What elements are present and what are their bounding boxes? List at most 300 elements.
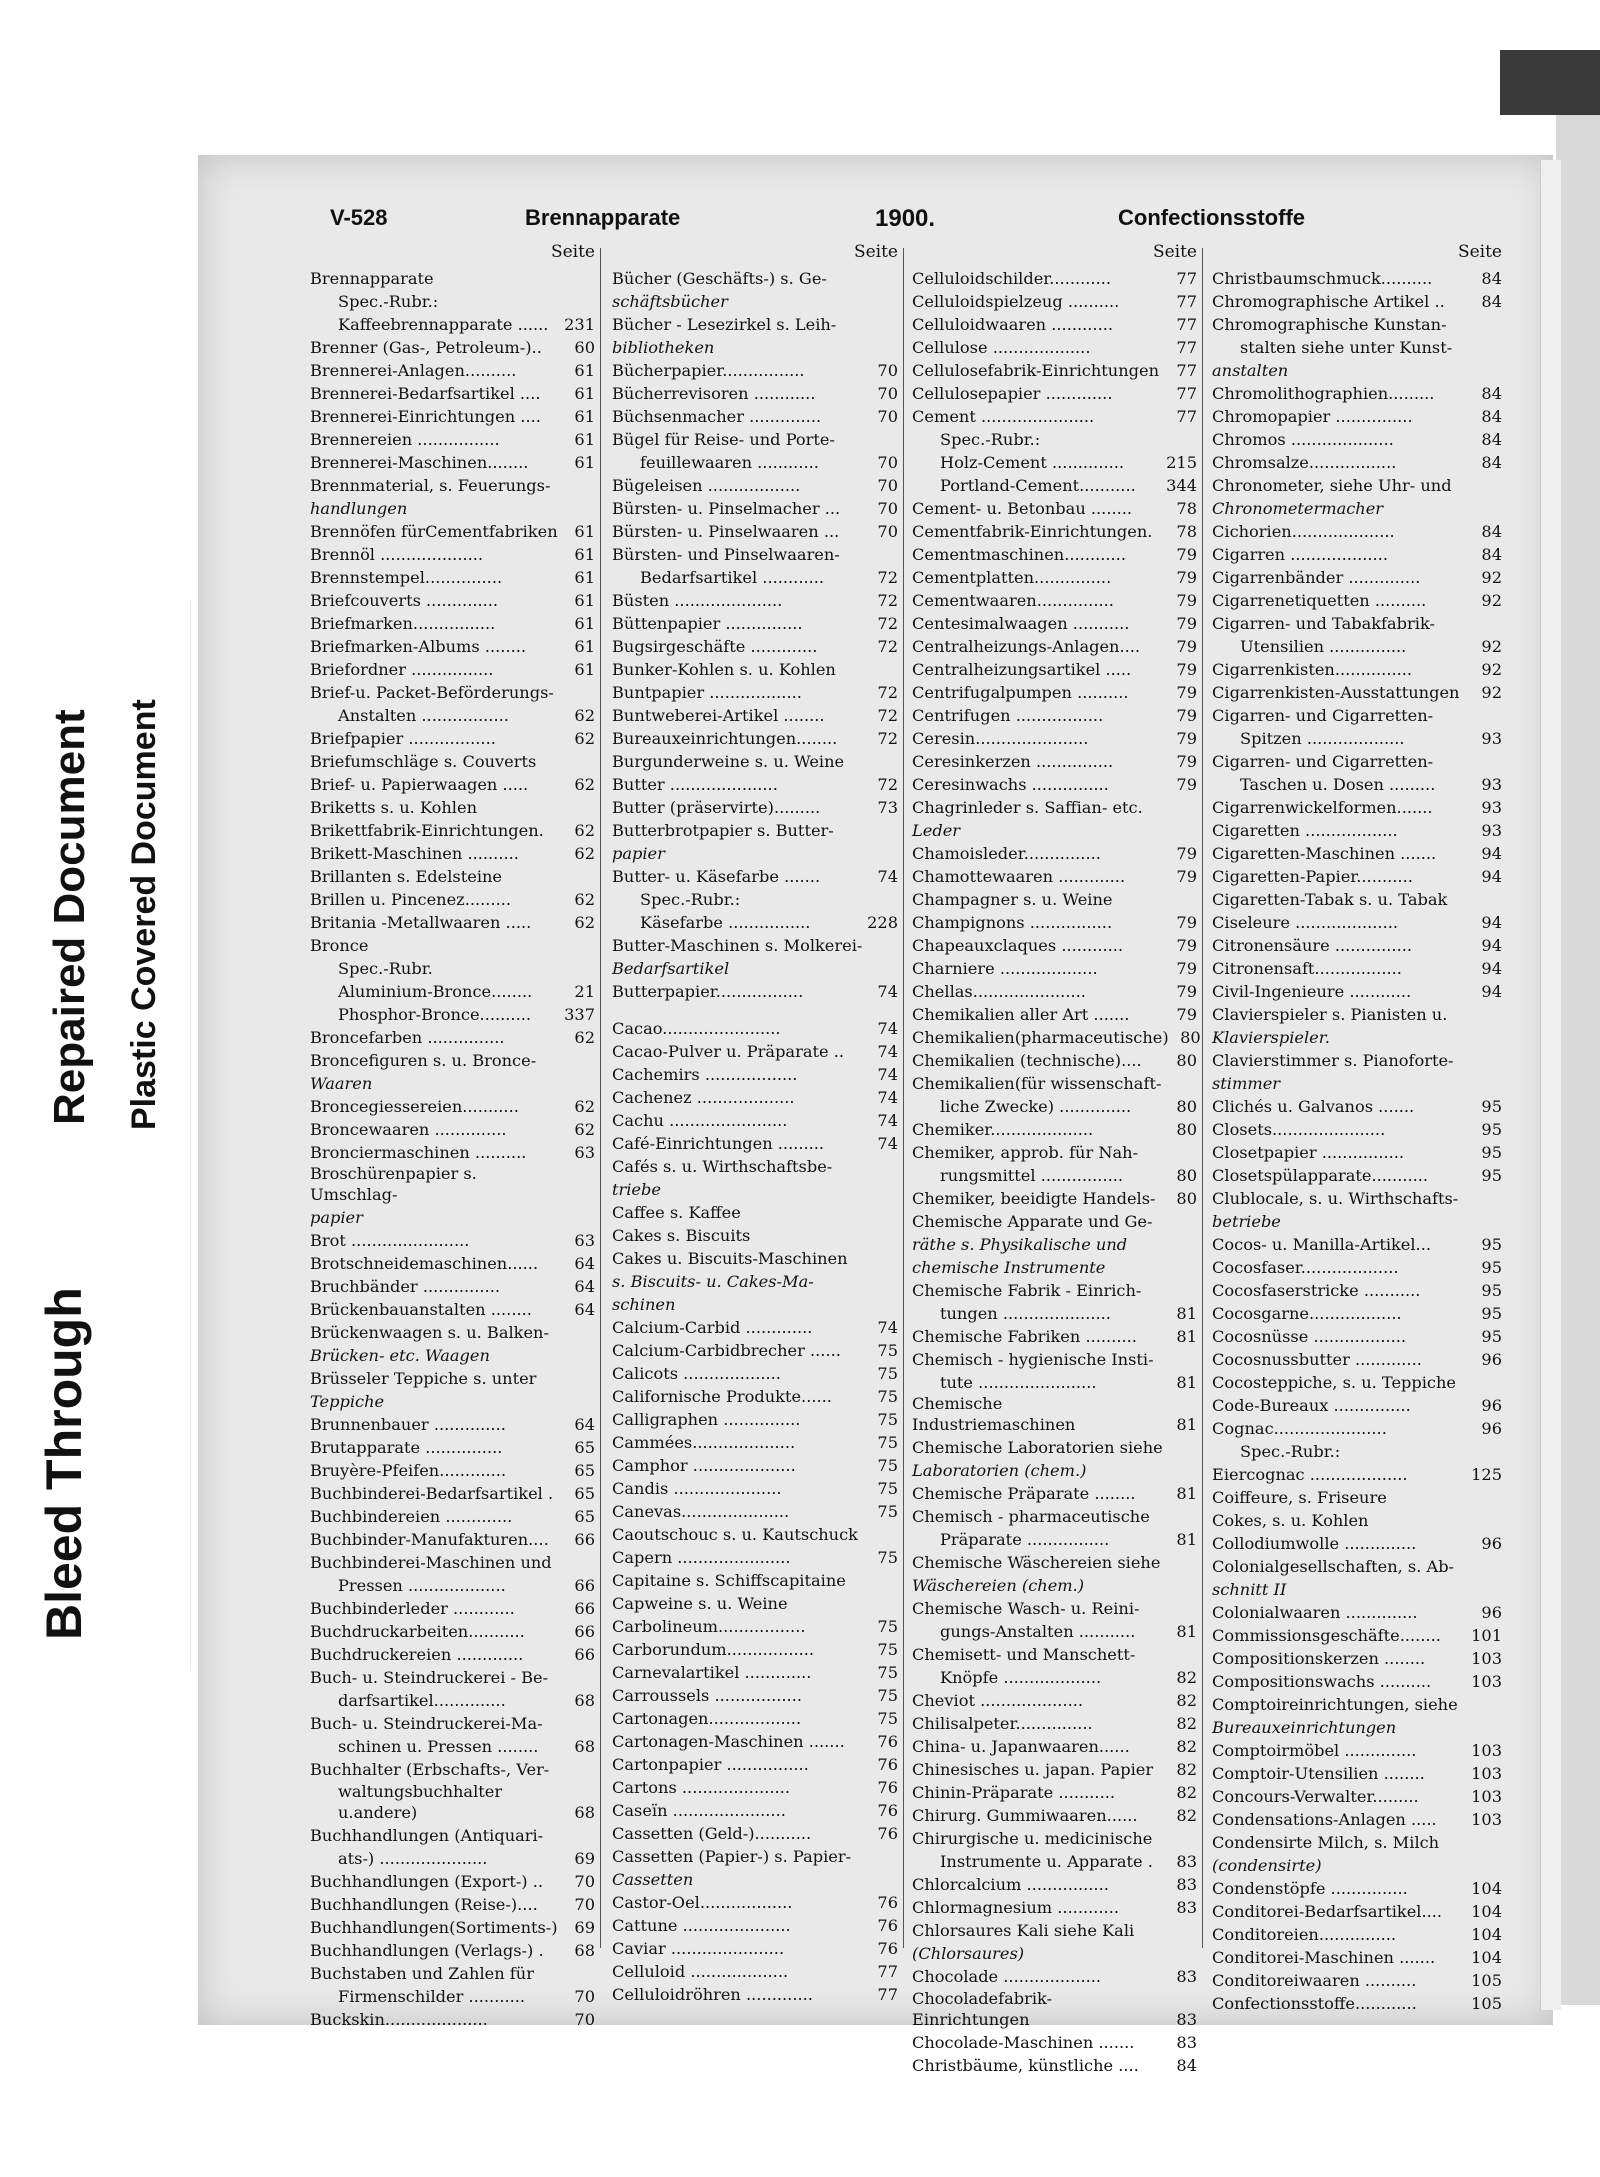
entry-term: Bruchbänder ............... [310,1277,500,1297]
entry-term: Brennereien ................ [310,429,500,449]
entry-page-number: 82 [1176,1760,1197,1780]
entry-page-number: 66 [574,1576,595,1596]
entry-page-number: 61 [574,613,595,633]
index-entry [912,1370,1197,1393]
entry-term: Knöpfe ................... [940,1668,1102,1688]
index-entry [310,726,595,749]
entry-term: Caviar ...................... [612,1938,785,1958]
index-entry [912,1735,1197,1758]
entry-term: Cigarrenkisten-Ausstattungen [1212,682,1460,702]
entry-term: Chemische Apparate und Ge- [912,1211,1153,1231]
entry-page-number: 79 [1176,866,1197,886]
entry-page-number: 82 [1176,1668,1197,1688]
entry-term: gungs-Anstalten ........... [940,1622,1136,1642]
index-entry [912,979,1197,1002]
entry-term: Chocoladefabrik-Einrichtungen [912,1988,1053,2030]
entry-term: papier [612,843,665,863]
entry-page-number: 75 [877,1386,898,1406]
entry-term: Caseïn ...................... [612,1800,786,1820]
index-entry [912,1002,1197,1025]
index-entry [912,2054,1197,2077]
entry-page-number: 77 [1176,291,1197,311]
index-entry [612,611,898,634]
index-entry [612,335,898,358]
index-entry [612,726,898,749]
index-entry [310,841,595,864]
index-entry [912,1482,1197,1505]
entry-page-number: 84 [1481,429,1502,449]
index-entry [612,496,898,519]
index-entry [1212,1071,1502,1094]
entry-term: Anstalten ................. [338,705,509,725]
entry-term: Clavierstimmer s. Pianoforte- [1212,1050,1454,1070]
entry-page-number: 77 [877,1984,898,2004]
entry-page-number: 96 [1481,1533,1502,1553]
entry-term: Bücher (Geschäfts-) s. Ge- [612,268,827,288]
index-entry [912,404,1197,427]
index-entry [612,1177,898,1200]
entry-page-number: 62 [574,705,595,725]
entry-page-number: 79 [1176,544,1197,564]
entry-page-number: 103 [1471,1786,1502,1806]
entry-term: Cheviot .................... [912,1691,1084,1711]
entry-term: Chemikalien(für wissenschaft- [912,1073,1162,1093]
index-entry [1212,565,1502,588]
entry-term: anstalten [1212,360,1289,380]
index-entry [1212,266,1502,289]
index-entry [310,910,595,933]
index-entry [912,887,1197,910]
index-entry [1212,887,1502,910]
index-entry [912,1232,1197,1255]
index-entry [612,1499,898,1522]
entry-term: Cigarren- und Cigarretten- [1212,751,1434,771]
index-entry [1212,864,1502,887]
index-entry [310,933,595,956]
entry-page-number: 103 [1471,1740,1502,1760]
entry-term: Cocosgarne.................. [1212,1303,1402,1323]
index-entry [612,1591,898,1614]
entry-page-number: 75 [877,1455,898,1475]
entry-term: Clichés u. Galvanos ....... [1212,1096,1415,1116]
entry-page-number: 104 [1471,1878,1502,1898]
index-entry [612,1614,898,1637]
entry-term: Caoutschouc s. u. Kautschuck [612,1524,858,1544]
entry-term: Brenner (Gas-, Petroleum-).. [310,337,542,357]
index-entry [1212,542,1502,565]
entry-term: Charniere ................... [912,958,1098,978]
entry-term: Utensilien ............... [1240,636,1407,656]
entry-page-number: 62 [574,1096,595,1116]
entry-page-number: 64 [574,1254,595,1274]
entry-page-number: 215 [1166,452,1197,472]
entry-term: Cacao....................... [612,1018,781,1038]
entry-term: Cartonagen-Maschinen ....... [612,1731,845,1751]
entry-term: Celluloidspielzeug .......... [912,291,1120,311]
entry-term: Bücherrevisoren ............ [612,383,816,403]
index-entry [912,1620,1197,1643]
index-entry [1212,749,1502,772]
entry-term: Cafés s. u. Wirthschaftsbe- [612,1156,833,1176]
entry-term: Cachu ....................... [612,1110,788,1130]
entry-term: Buntweberei-Artikel ........ [612,705,825,725]
index-entry [1212,1784,1502,1807]
entry-term: Chronometermacher [1212,498,1384,518]
entry-page-number: 92 [1481,567,1502,587]
entry-term: Buchdruckereien ............. [310,1645,524,1665]
page-number: V-528 [330,205,388,230]
entry-page-number: 61 [574,429,595,449]
index-entry [912,1689,1197,1712]
index-entry [310,1252,595,1275]
index-entry [310,1459,595,1482]
entry-term: Bücherpapier................ [612,360,805,380]
seite-heading: Seite [853,242,898,262]
index-entry [912,1393,1197,1436]
index-entry [912,450,1197,473]
index-entry [612,1338,898,1361]
index-entry [912,956,1197,979]
index-entry [310,703,595,726]
entry-page-number: 74 [877,1041,898,1061]
entry-term: Brennöl .................... [310,544,484,564]
entry-term: schinen u. Pressen ........ [338,1737,539,1757]
entry-page-number: 83 [1176,2033,1197,2053]
index-entry [310,680,595,703]
entry-term: stimmer [1212,1073,1281,1093]
entry-page-number: 95 [1481,1257,1502,1277]
index-entry [310,1962,595,1985]
entry-term: Cachemirs .................. [612,1064,798,1084]
entry-page-number: 66 [574,1599,595,1619]
entry-term: Closetspülapparate........... [1212,1165,1429,1185]
entry-page-number: 79 [1176,958,1197,978]
index-entry [912,611,1197,634]
entry-page-number: 79 [1176,590,1197,610]
entry-page-number: 72 [877,728,898,748]
entry-term: Buchbindereien ............. [310,1507,513,1527]
entry-page-number: 76 [877,1915,898,1935]
entry-term: Cigaretten-Tabak s. u. Tabak [1212,889,1448,909]
entry-term: Bedarfsartikel ............ [640,567,825,587]
entry-term: China- u. Japanwaaren...... [912,1737,1130,1757]
entry-term: Bedarfsartikel [612,958,730,978]
entry-term: Spitzen ................... [1240,728,1405,748]
index-entry [612,1315,898,1338]
index-entry [912,703,1197,726]
entry-term: Chromos .................... [1212,429,1394,449]
entry-page-number: 92 [1481,682,1502,702]
entry-term: feuillewaaren ............ [640,452,819,472]
entry-term: Capitaine s. Schiffscapitaine [612,1570,846,1590]
index-entry [912,1117,1197,1140]
index-entry [612,1729,898,1752]
entry-term: Cocos- u. Manilla-Artikel... [1212,1234,1431,1254]
index-entry [612,1775,898,1798]
entry-page-number: 125 [1471,1464,1502,1484]
entry-term: Cachenez ................... [612,1087,795,1107]
entry-term: Butterbrotpapier s. Butter- [612,820,834,840]
index-entry [612,519,898,542]
index-entry [1212,1485,1502,1508]
entry-page-number: 77 [1176,314,1197,334]
index-entry [612,381,898,404]
index-entry [912,634,1197,657]
index-entry [1212,1922,1502,1945]
entry-term: Comptoirmöbel .............. [1212,1740,1417,1760]
entry-term: Bunker-Kohlen s. u. Kohlen [612,659,836,679]
index-entry [912,1666,1197,1689]
entry-term: Bürsten- u. Pinselmacher ... [612,498,841,518]
entry-term: Citronensaft................. [1212,958,1402,978]
index-entry [912,2031,1197,2054]
index-entry [1212,956,1502,979]
entry-page-number: 72 [877,636,898,656]
index-entry [310,1939,595,1962]
index-entry [310,1229,595,1252]
entry-term: Brief-u. Packet-Beförderungs- [310,682,554,702]
entry-page-number: 94 [1481,843,1502,863]
index-entry [912,1528,1197,1551]
index-entry [310,1048,595,1071]
entry-term: Cigaretten-Maschinen ....... [1212,843,1437,863]
entry-term: Butter-Maschinen s. Molkerei- [612,935,863,955]
entry-term: Brennerei-Maschinen........ [310,452,529,472]
index-entry [310,358,595,381]
index-entry [912,312,1197,335]
entry-term: Buch- u. Steindruckerei - Be- [310,1668,549,1688]
entry-page-number: 79 [1176,705,1197,725]
index-entry [310,956,595,979]
entry-page-number: 80 [1176,1165,1197,1185]
index-entry [912,1255,1197,1278]
entry-page-number: 79 [1176,682,1197,702]
entry-page-number: 79 [1176,728,1197,748]
index-entry [310,1025,595,1048]
entry-term: Cocosteppiche, s. u. Teppiche [1212,1372,1457,1392]
entry-term: Chocolade-Maschinen ....... [912,2033,1135,2053]
header-year: 1900. [875,205,936,232]
entry-page-number: 105 [1471,1970,1502,1990]
entry-page-number: 77 [1176,383,1197,403]
entry-term: Code-Bureaux ............... [1212,1395,1411,1415]
index-entry [912,841,1197,864]
entry-page-number: 79 [1176,1004,1197,1024]
entry-term: Bruyère-Pfeifen............. [310,1461,507,1481]
entry-term: Bronciermaschinen .......... [310,1142,527,1162]
entry-term: papier [310,1208,363,1228]
entry-page-number: 68 [574,1737,595,1757]
entry-term: Cigarren ................... [1212,544,1388,564]
entry-page-number: 95 [1481,1326,1502,1346]
entry-page-number: 82 [1176,1806,1197,1826]
entry-term: Cognac...................... [1212,1418,1387,1438]
index-entry [612,1637,898,1660]
entry-page-number: 104 [1471,1901,1502,1921]
index-entry [912,1278,1197,1301]
index-entry [612,1016,898,1039]
entry-term: Closets...................... [1212,1119,1386,1139]
entry-page-number: 78 [1176,521,1197,541]
entry-term: Bugsirgeschäfte ............. [612,636,818,656]
index-entry [310,772,595,795]
index-entry [310,542,595,565]
index-entry [310,1916,595,1939]
index-entry [912,680,1197,703]
entry-page-number: 95 [1481,1096,1502,1116]
entry-page-number: 62 [574,912,595,932]
entry-term: Chirurgische u. medicinische [912,1829,1153,1849]
entry-page-number: 72 [877,682,898,702]
scan-dark-corner [1500,50,1600,115]
entry-page-number: 93 [1481,797,1502,817]
entry-term: schäftsbücher [612,291,728,311]
index-entry [912,657,1197,680]
entry-page-number: 83 [1176,1898,1197,1918]
index-entry [912,1712,1197,1735]
entry-page-number: 103 [1471,1671,1502,1691]
index-entry [612,1936,898,1959]
entry-term: Briefmarken................ [310,613,496,633]
entry-term: Cement ...................... [912,406,1095,426]
entry-term: Cigarrenbänder .............. [1212,567,1421,587]
entry-term: Chinin-Präparate ........... [912,1783,1115,1803]
entry-page-number: 60 [574,337,595,357]
index-entry [912,1140,1197,1163]
entry-page-number: 81 [1176,1415,1197,1435]
entry-page-number: 93 [1481,774,1502,794]
index-entry [612,1430,898,1453]
entry-term: Celluloidwaaren ............ [912,314,1114,334]
entry-page-number: 76 [877,1892,898,1912]
entry-page-number: 84 [1481,406,1502,426]
entry-term: Chromopapier ............... [1212,406,1413,426]
entry-term: Californische Produkte...... [612,1386,832,1406]
entry-term: räthe s. Physikalische und [912,1234,1128,1254]
entry-term: Cellulose ................... [912,337,1091,357]
index-entry [912,1850,1197,1873]
index-entry [310,1985,595,2008]
index-entry [310,1528,595,1551]
entry-page-number: 344 [1166,475,1197,495]
index-entry [1212,1807,1502,1830]
index-entry [1212,1278,1502,1301]
entry-term: Brennstempel............... [310,567,503,587]
entry-term: schinen [612,1294,676,1314]
entry-term: Concours-Verwalter......... [1212,1786,1419,1806]
index-entry [912,1965,1197,1988]
entry-term: Briefcouverts .............. [310,590,499,610]
entry-page-number: 103 [1471,1809,1502,1829]
entry-page-number: 84 [1481,268,1502,288]
entry-term: Buchhandlungen (Verlags-) . [310,1941,544,1961]
index-entry [612,289,898,312]
entry-page-number: 83 [1176,2010,1197,2030]
index-entry [612,473,898,496]
index-entry [612,1844,898,1867]
entry-term: schnitt II [1212,1579,1287,1599]
index-entry [612,864,898,887]
entry-page-number: 69 [574,1849,595,1869]
entry-term: Ciseleure .................... [1212,912,1399,932]
entry-term: Chemikalien(pharmaceutische) [912,1027,1169,1047]
entry-page-number: 76 [877,1800,898,1820]
index-entry [912,795,1197,818]
entry-term: Chamoisleder............... [912,843,1101,863]
entry-page-number: 84 [1481,291,1502,311]
entry-term: Cigarrenkisten............... [1212,659,1413,679]
index-entry [1212,1462,1502,1485]
entry-term: Bürsten- und Pinselwaaren- [612,544,840,564]
entry-page-number: 62 [574,1119,595,1139]
entry-term: Bureauxeinrichtungen........ [612,728,838,748]
entry-term: Condensations-Anlagen ..... [1212,1809,1437,1829]
entry-term: Klavierspieler. [1212,1027,1330,1047]
entry-page-number: 79 [1176,567,1197,587]
entry-page-number: 61 [574,636,595,656]
index-entry [1212,1209,1502,1232]
entry-term: Cassetten (Geld-)........... [612,1823,812,1843]
entry-term: Buntpapier .................. [612,682,802,702]
entry-term: Brotschneidemaschinen...... [310,1254,539,1274]
entry-term: Holz-Cement .............. [940,452,1125,472]
index-entry [1212,1830,1502,1853]
index-entry [612,887,898,910]
index-entry [912,1827,1197,1850]
entry-term: Champagner s. u. Weine [912,889,1113,909]
index-entry [310,266,595,289]
entry-term: Coiffeure, s. Friseure [1212,1487,1387,1507]
index-entry [612,1039,898,1062]
entry-term: Cocosnussbutter ............. [1212,1349,1422,1369]
entry-term: Cassetten [612,1869,694,1889]
entry-term: Cocosfaserstricke ........... [1212,1280,1421,1300]
entry-term: Castor-Oel.................. [612,1892,793,1912]
column-rule [903,248,904,1948]
index-entry [612,404,898,427]
seite-heading: Seite [1457,242,1502,262]
entry-page-number: 77 [1176,268,1197,288]
entry-page-number: 72 [877,590,898,610]
index-entry [912,1758,1197,1781]
entry-page-number: 68 [574,1803,595,1823]
entry-term: betriebe [1212,1211,1281,1231]
label-bleed-through: Bleed Through [36,1287,92,1640]
entry-page-number: 61 [574,383,595,403]
index-entry [1212,1301,1502,1324]
entry-page-number: 95 [1481,1303,1502,1323]
entry-page-number: 96 [1481,1418,1502,1438]
index-entry [912,749,1197,772]
entry-page-number: 81 [1176,1372,1197,1392]
index-entry [612,1545,898,1568]
entry-term: Broncefarben ............... [310,1027,505,1047]
entry-page-number: 337 [564,1004,595,1024]
entry-term: Cigarren- und Cigarretten- [1212,705,1434,725]
index-entry [912,1025,1201,1048]
entry-page-number: 95 [1481,1165,1502,1185]
entry-term: Portland-Cement........... [940,475,1136,495]
entry-page-number: 66 [574,1622,595,1642]
index-entry [310,1321,595,1344]
entry-page-number: 63 [574,1231,595,1251]
entry-term: Cammées.................... [612,1432,796,1452]
entry-term: Britania -Metallwaaren ..... [310,912,532,932]
entry-term: Broncewaaren .............. [310,1119,507,1139]
entry-term: Chemikalien aller Art ....... [912,1004,1130,1024]
entry-term: Commissionsgeschäfte........ [1212,1625,1441,1645]
entry-page-number: 228 [867,912,898,932]
